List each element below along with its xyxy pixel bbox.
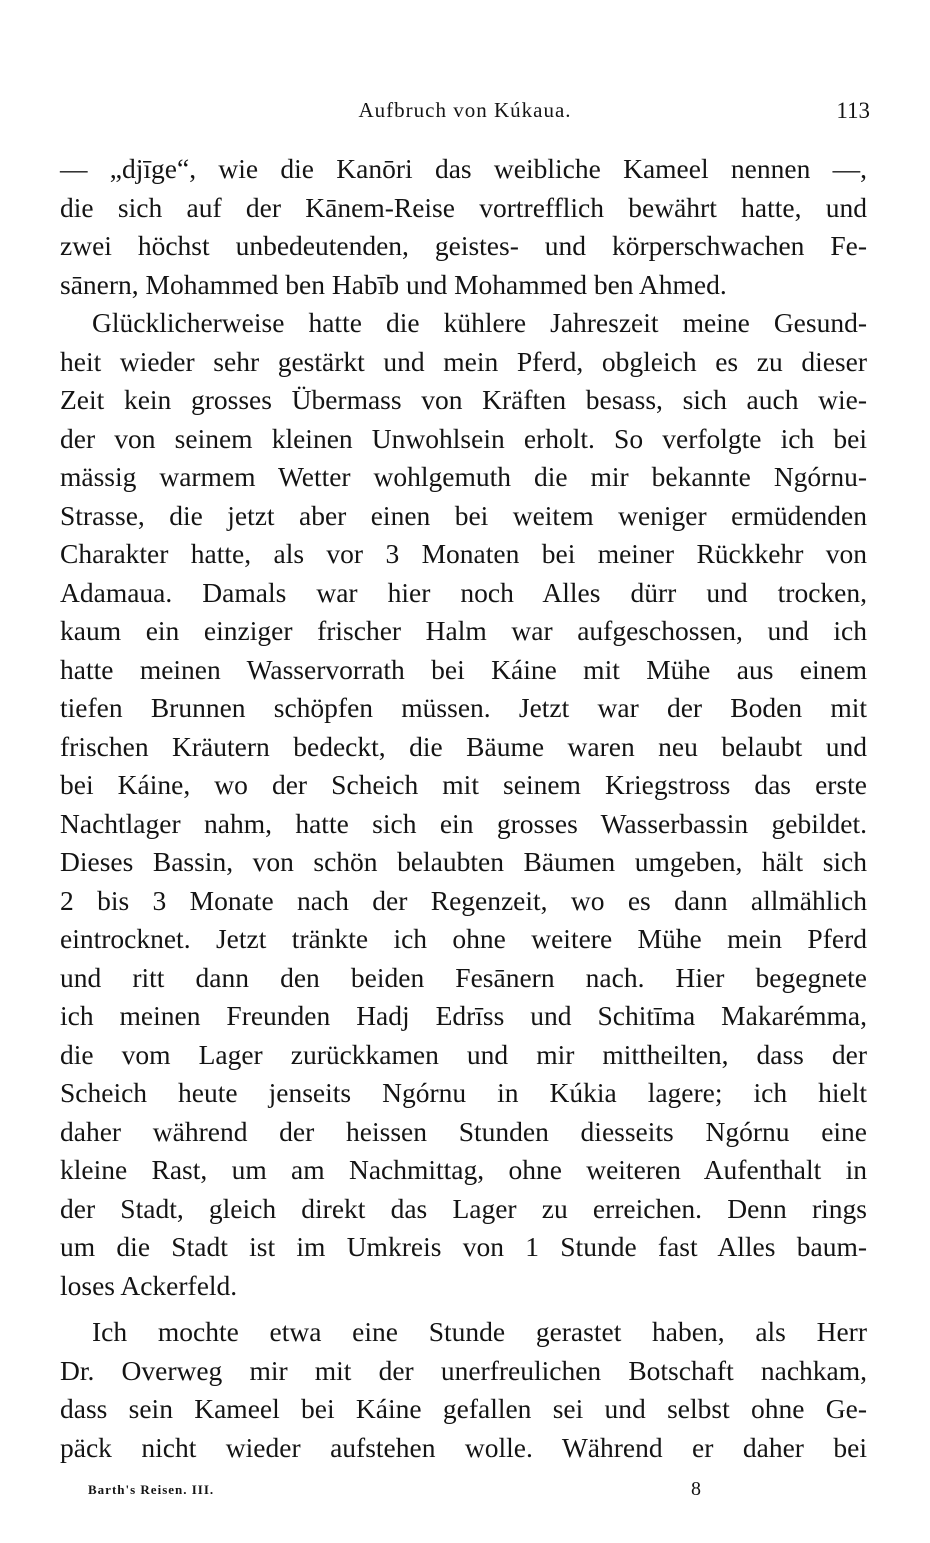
text-line: sānern, Mohammed ben Habīb und Mohammed ben Ahmed. [60, 268, 727, 300]
text-line: Dieses Bassin, von schön belaubten Bäumen umgeben, hält sich [60, 846, 867, 877]
text-line: — „djīge“, wie die Kanōri das weibliche Kameel nennen —, [60, 153, 867, 184]
text-line: der von seinem kleinen Unwohlsein erholt. So verfolgte ich bei [60, 422, 867, 454]
text-line: Adamaua. Damals war hier noch Alles dürr und trocken, [60, 576, 867, 608]
body-text [60, 150, 867, 1467]
text-line: frischen Kräutern bedeckt, die Bäume waren neu belaubt und [60, 730, 867, 762]
text-line: bei Káine, wo der Scheich mit seinem Kriegstross das erste [60, 769, 867, 800]
text-line: um die Stadt ist im Umkreis von 1 Stunde fast Alles baum- [60, 1231, 867, 1262]
page-footer [88, 1478, 788, 1504]
text-line: Dr. Overweg mir mit der unerfreulichen Botschaft nachkam, [60, 1354, 867, 1386]
text-line: die vom Lager zurückkamen und mir mittheilten, dass der [60, 1038, 867, 1070]
text-line: Charakter hatte, als vor 3 Monaten bei meiner Rückkehr von [60, 538, 867, 569]
text-line: dass sein Kameel bei Káine gefallen sei und selbst ohne Ge- [60, 1393, 867, 1424]
text-line: Ich mochte etwa eine Stunde gerastet haben, als Herr [92, 1316, 867, 1347]
text-line: heit wieder sehr gestärkt und mein Pferd, obgleich es zu dieser [60, 345, 867, 377]
text-line: kleine Rast, um am Nachmittag, ohne weiteren Aufenthalt in [60, 1154, 867, 1185]
text-line: mässig warmem Wetter wohlgemuth die mir bekannte Ngórnu- [60, 461, 867, 492]
text-line: die sich auf der Kānem-Reise vortrefflich bewährt hatte, und [60, 191, 867, 223]
text-line: loses Ackerfeld. [60, 1269, 238, 1301]
running-title: Aufbruch von Kúkaua. [358, 98, 572, 122]
paragraph-gap [60, 1305, 867, 1313]
text-line: der Stadt, gleich direkt das Lager zu erreichen. Denn rings [60, 1192, 867, 1224]
page-header [60, 98, 870, 132]
text-line: zwei höchst unbedeutenden, geistes- und körperschwachen Fe- [60, 230, 867, 261]
text-line: kaum ein einziger frischer Halm war aufgeschossen, und ich [60, 615, 867, 646]
text-line: Nachtlager nahm, hatte sich ein grosses Wasserbassin gebildet. [60, 807, 867, 839]
text-line: päck nicht wieder aufstehen wolle. Während er daher bei [60, 1431, 867, 1463]
text-line: und ritt dann den beiden Fesānern nach. Hier begegnete [60, 961, 867, 993]
text-line: daher während der heissen Stunden diesseits Ngórnu eine [60, 1115, 867, 1147]
text-line: Scheich heute jenseits Ngórnu in Kúkia lagere; ich hielt [60, 1077, 867, 1108]
text-line: tiefen Brunnen schöpfen müssen. Jetzt war der Boden mit [60, 692, 867, 723]
text-line: Glücklicherweise hatte die kühlere Jahreszeit meine Gesund- [92, 307, 867, 338]
text-line: Zeit kein grosses Übermass von Kräften besass, sich auch wie- [60, 384, 867, 415]
page-number: 113 [836, 98, 870, 123]
printer-signature: Barth's Reisen. III. [88, 1482, 215, 1497]
text-line: ich meinen Freunden Hadj Edrīss und Schitīma Makarémma, [60, 1000, 867, 1031]
text-line: hatte meinen Wasservorrath bei Káine mit Mühe aus einem [60, 653, 867, 685]
text-line: eintrocknet. Jetzt tränkte ich ohne weitere Mühe mein Pferd [60, 923, 867, 954]
sheet-mark: 8 [691, 1478, 701, 1500]
text-line: 2 bis 3 Monate nach der Regenzeit, wo es dann allmählich [60, 884, 867, 916]
text-line: Strasse, die jetzt aber einen bei weitem weniger ermüdenden [60, 499, 867, 531]
